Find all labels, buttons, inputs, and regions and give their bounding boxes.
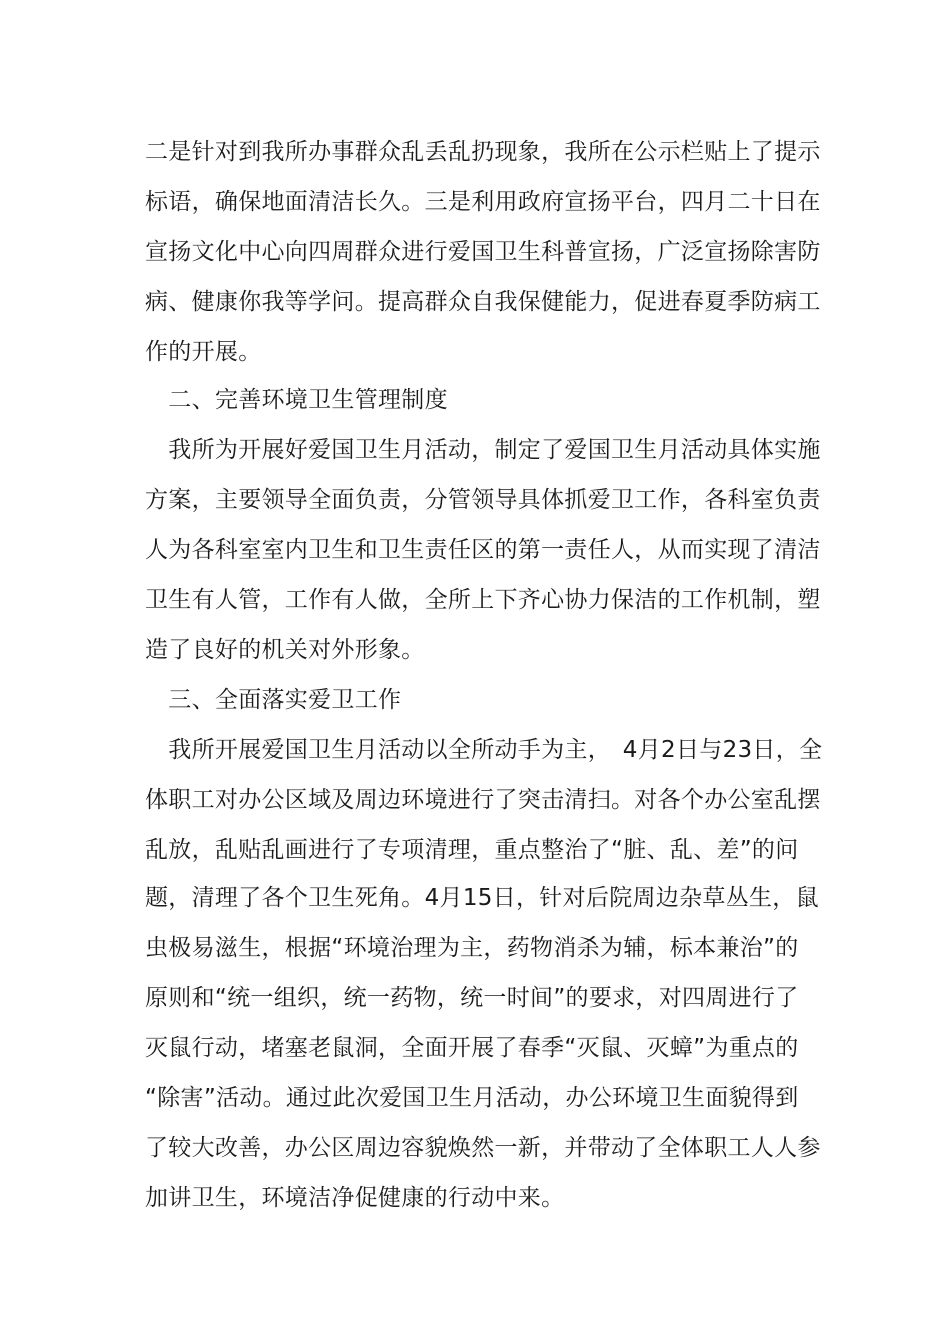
paragraph-line: 我所为开展好爱国卫生月活动，制定了爱国卫生月活动具体实施 [145,437,821,463]
paragraph-line: 卫生有人管，工作有人做，全所上下齐心协力保洁的工作机制，塑 [145,587,821,613]
paragraph-line: 二是针对到我所办事群众乱丢乱扔现象，我所在公示栏贴上了提示 [145,139,821,165]
paragraph-line: 题，清理了各个卫生死角。4月15日，针对后院周边杂草丛生，鼠 [145,885,819,911]
paragraph-line: 标语，确保地面清洁长久。三是利用政府宣扬平台，四月二十日在 [145,189,821,215]
paragraph-line: “除害”活动。通过此次爱国卫生月活动，办公环境卫生面貌得到 [145,1085,799,1111]
paragraph-line: 加讲卫生，环境洁净促健康的行动中来。 [145,1185,565,1211]
paragraph-line: 人为各科室室内卫生和卫生责任区的第一责任人，从而实现了清洁 [145,537,821,563]
section-heading: 二、完善环境卫生管理制度 [145,387,448,413]
paragraph-line: 我所开展爱国卫生月活动以全所动手为主， 4月2日与23日，全 [145,737,823,763]
paragraph-line: 乱放，乱贴乱画进行了专项清理，重点整治了“脏、乱、差”的问 [145,837,799,863]
section-heading: 三、全面落实爱卫工作 [145,687,402,713]
paragraph-line: 虫极易滋生，根据“环境治理为主，药物消杀为辅，标本兼治”的 [145,935,799,961]
paragraph-line: 造了良好的机关对外形象。 [145,637,425,663]
paragraph-line: 灭鼠行动，堵塞老鼠洞，全面开展了春季“灭鼠、灭蟑”为重点的 [145,1035,799,1061]
paragraph-line: 原则和“统一组织，统一药物，统一时间”的要求，对四周进行了 [145,985,799,1011]
paragraph-line: 了较大改善，办公区周边容貌焕然一新，并带动了全体职工人人参 [145,1135,821,1161]
paragraph-line: 方案，主要领导全面负责，分管领导具体抓爱卫工作，各科室负责 [145,487,821,513]
paragraph-line: 体职工对办公区域及周边环境进行了突击清扫。对各个办公室乱摆 [145,787,821,813]
paragraph-line: 作的开展。 [145,339,262,365]
paragraph-line: 病、健康你我等学问。提高群众自我保健能力，促进春夏季防病工 [145,289,821,315]
paragraph-line: 宣扬文化中心向四周群众进行爱国卫生科普宣扬，广泛宣扬除害防 [145,239,821,265]
